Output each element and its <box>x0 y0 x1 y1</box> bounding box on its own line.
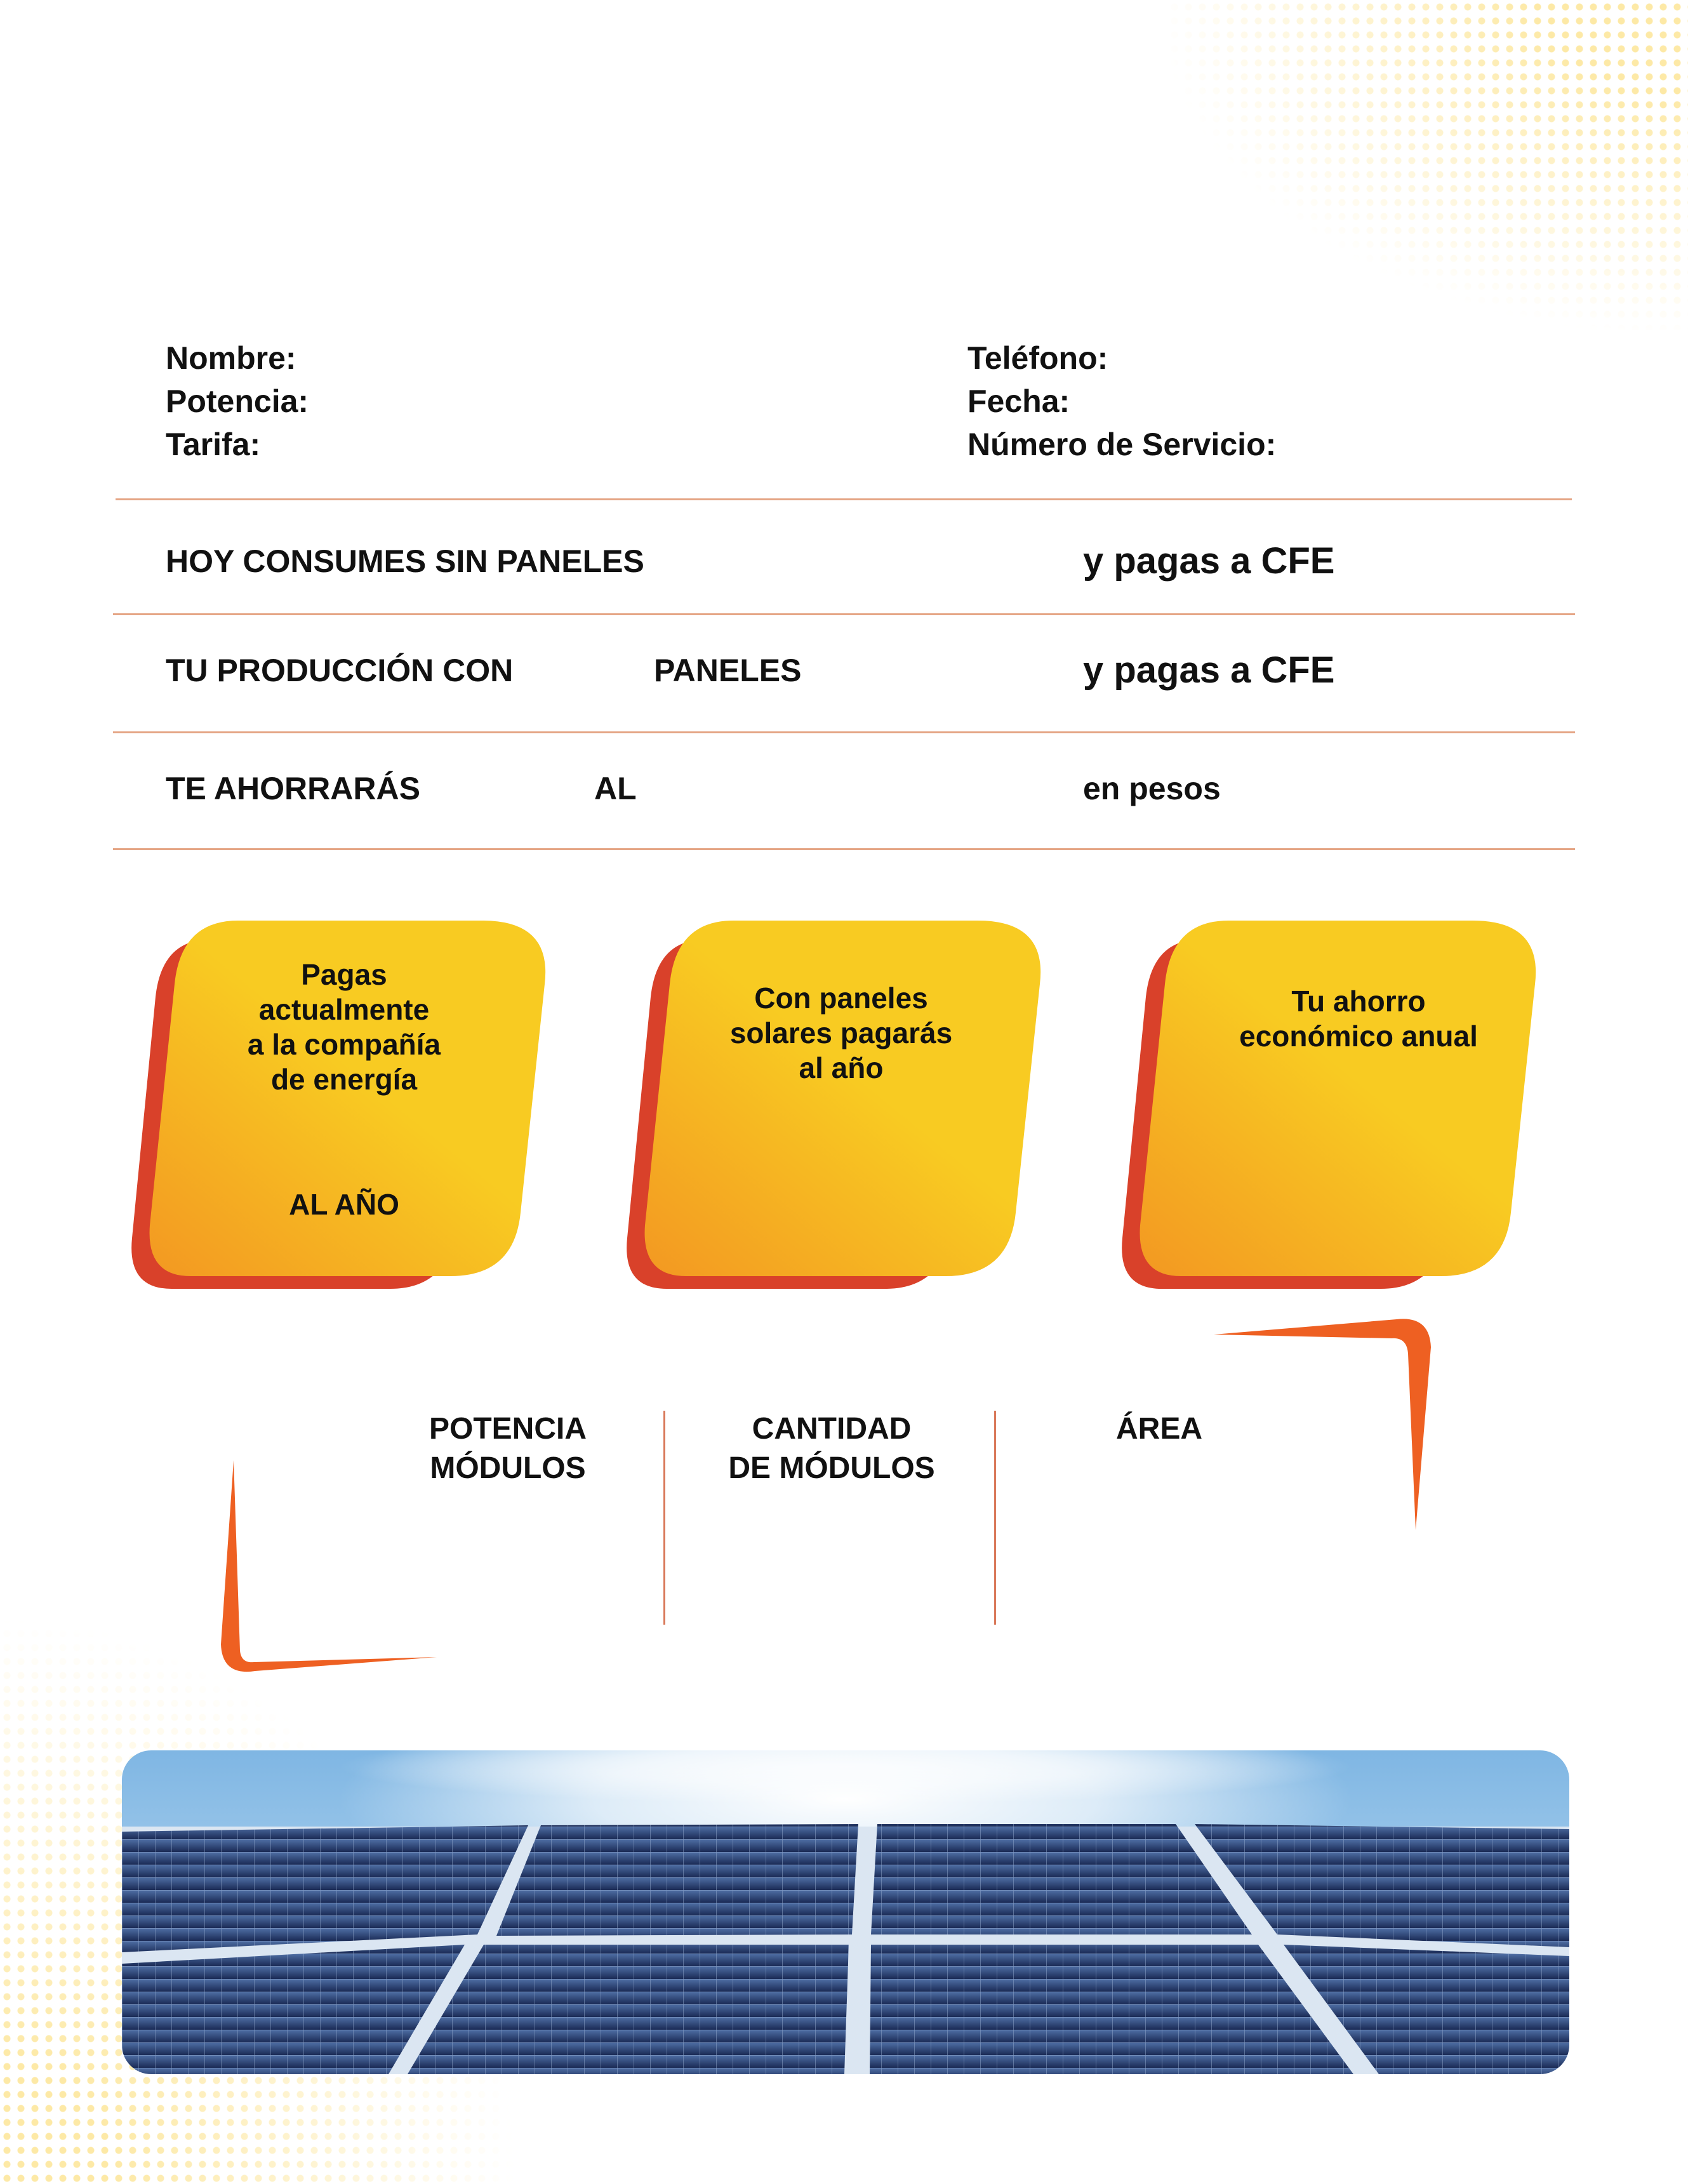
card-ahorro-anual-text: Tu ahorro económico anual <box>1239 985 1478 1053</box>
card-pago-actual-text: Pagas actualmente a la compañía de energía <box>247 958 441 1096</box>
potencia-modulos-label: POTENCIA MÓDULOS <box>429 1412 587 1485</box>
card-pago-con-paneles <box>616 914 1060 1295</box>
divider <box>113 731 1575 733</box>
fecha-label: Fecha: <box>967 383 1070 419</box>
area-label: ÁREA <box>1115 1412 1202 1446</box>
card-pago-actual <box>121 914 565 1295</box>
paneles-label: PANELES <box>654 653 802 688</box>
spec-separator <box>994 1411 996 1625</box>
card-ahorro-anual <box>1111 914 1555 1295</box>
tarifa-label: Tarifa: <box>166 427 261 462</box>
cantidad-modulos-label: CANTIDAD DE MÓDULOS <box>728 1412 935 1485</box>
al-label: AL <box>594 771 637 806</box>
card-shape <box>616 914 1060 1295</box>
en-pesos-label: en pesos <box>1083 771 1221 806</box>
nombre-label: Nombre: <box>166 340 296 376</box>
produccion-con-label: TU PRODUCCIÓN CON <box>166 653 514 688</box>
pago-cfe-label: y pagas a CFE <box>1083 540 1335 582</box>
numero-servicio-label: Número de Servicio: <box>967 427 1277 462</box>
solar-panels-photo <box>122 1750 1569 2074</box>
telefono-label: Teléfono: <box>967 340 1108 376</box>
card-pago-actual-footer: AL AÑO <box>289 1188 399 1221</box>
card-shape <box>1111 914 1555 1295</box>
divider <box>116 498 1572 500</box>
potencia-label: Potencia: <box>166 383 309 419</box>
decorative-dots-top <box>1167 0 1688 330</box>
divider <box>113 848 1575 850</box>
pago-cfe-label: y pagas a CFE <box>1083 649 1335 691</box>
divider <box>113 613 1575 615</box>
ahorro-label: TE AHORRARÁS <box>166 771 420 806</box>
card-pago-con-paneles-text: Con paneles solares pagarás al año <box>729 982 953 1084</box>
solar-panels-illustration <box>122 1750 1569 2074</box>
spec-separator <box>663 1411 665 1625</box>
consumo-sin-paneles-label: HOY CONSUMES SIN PANELES <box>166 543 644 579</box>
